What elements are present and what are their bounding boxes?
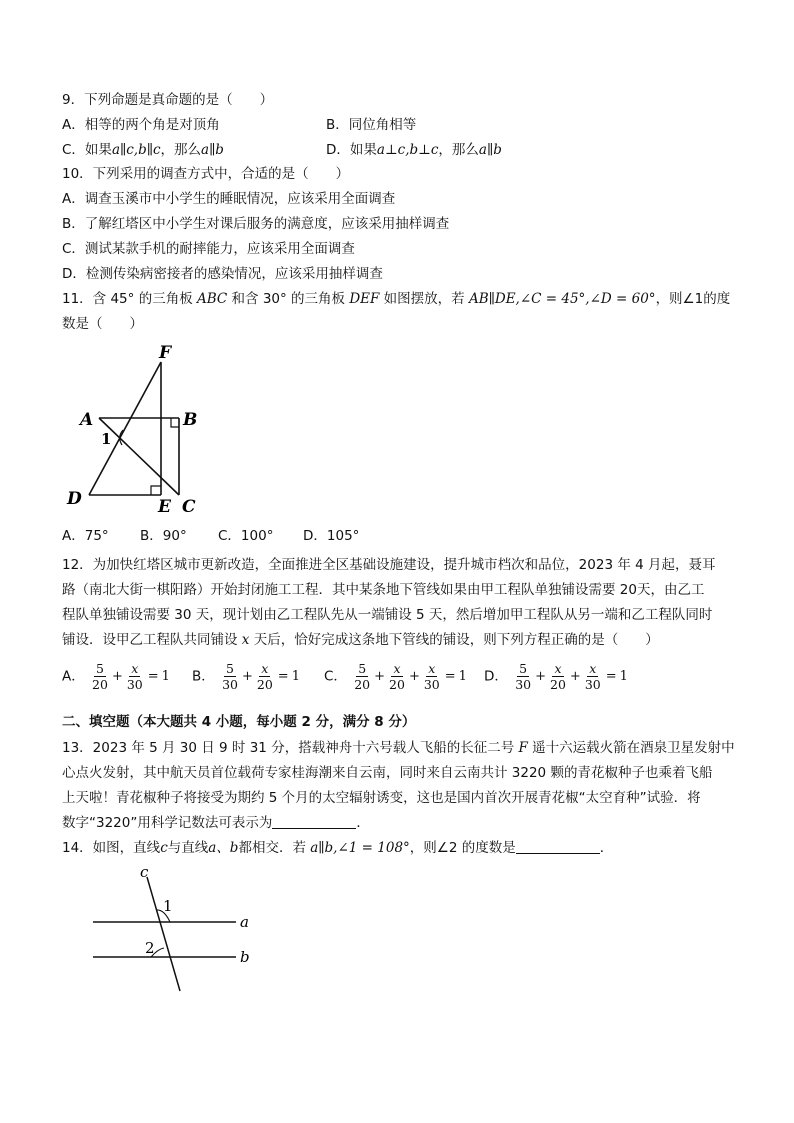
- q12-stem-line1: 12．为加快红塔区城市更新改造，全面推进全区基础设施建设，提升城市档次和品位，2023 年 4 月起，聂耳: [62, 557, 716, 573]
- q11-option-d: D．105°: [303, 528, 360, 544]
- q9-option-d-mid: ，那么: [438, 142, 479, 158]
- q13-letter-f: F: [518, 740, 528, 756]
- q9-option-c-math: a∥c,b∥c: [111, 142, 161, 158]
- triangle-side-fd: [89, 362, 161, 495]
- q14-condition: a∥b,∠1 = 108°: [310, 840, 410, 856]
- q10-stem: 10．下列采用的调查方式中，合适的是（ ）: [62, 166, 350, 182]
- fraction-denominator: 20: [389, 677, 405, 692]
- fraction-numerator: 5: [519, 661, 528, 676]
- q10-option-b: B．了解红塔区中小学生对课后服务的满意度，应该采用抽样调查: [62, 216, 450, 232]
- fraction-numerator: x: [428, 661, 436, 676]
- q9-option-c-prefix: C．如果: [62, 142, 112, 158]
- q13-stem-line4: [62, 813, 370, 833]
- q14-stem: [62, 838, 613, 858]
- q11-option-c: C．100°: [218, 528, 274, 544]
- q11-text-c: 如图摆放，若: [379, 291, 469, 307]
- q11-option-b: B．90°: [140, 528, 187, 544]
- fraction: [387, 661, 407, 692]
- q12-option-b: [192, 661, 301, 692]
- fraction: [220, 661, 240, 692]
- q13-answer-blank[interactable]: [272, 814, 356, 829]
- q9-option-d-math2: a∥b: [478, 142, 502, 158]
- q13-text-a: 13．2023 年 5 月 30 日 9 时 31 分，搭载神舟十六号载人飞船的长征二号: [62, 740, 519, 756]
- q13-text: 数字“3220”用科学记数法可表示为: [62, 815, 273, 831]
- q11-text-b: 和含 30° 的三角板: [227, 291, 350, 307]
- q11-condition: AB∥DE,∠C = 45°,∠D = 60°: [468, 291, 656, 307]
- label-a: a: [240, 913, 249, 931]
- q9-option-d-prefix: D．如果: [326, 142, 377, 158]
- label-b: B: [183, 410, 198, 430]
- line-c: [147, 877, 180, 991]
- label-f: F: [159, 345, 172, 363]
- fraction-denominator: 30: [423, 677, 440, 692]
- fraction-numerator: 5: [226, 661, 234, 676]
- q12-text-b: 天后，恰好完成这条地下管线的铺设，则下列方程正确的是（ ）: [249, 632, 659, 648]
- q14-text-b: 与直线: [167, 840, 209, 856]
- fraction-denominator: 20: [92, 677, 108, 692]
- q11-text-d: ，则∠1的度: [655, 291, 731, 307]
- fraction-numerator: x: [131, 661, 139, 676]
- equals-sign: =: [147, 668, 159, 684]
- q11-triangle-figure: [62, 345, 242, 517]
- q12-option-a: [62, 661, 171, 692]
- plus-sign: +: [569, 668, 581, 684]
- fraction: [125, 661, 145, 692]
- fraction: [422, 661, 442, 692]
- plus-sign: +: [374, 668, 386, 684]
- fraction: [513, 661, 533, 692]
- fraction-denominator: 20: [256, 677, 273, 692]
- q9-stem: 9．下列命题是真命题的是（ ）: [62, 92, 274, 108]
- q11-text-a: 11．含 45° 的三角板: [62, 291, 197, 307]
- q12-var-x: x: [241, 632, 250, 648]
- fraction: [255, 661, 275, 692]
- q11-stem-line2: 数是（ ）: [62, 316, 143, 332]
- q12-option-d-label: D．: [484, 668, 508, 685]
- q13-stem-line2: 心点火发射，其中航天员首位载荷专家桂海潮来自云南，同时来自云南共计 3220 颗的青花椒种子也乘着飞船: [62, 765, 713, 781]
- label-angle-1: 1: [163, 897, 173, 915]
- plus-sign: +: [241, 668, 253, 684]
- plus-sign: +: [535, 668, 547, 684]
- q14-text-e: ，则∠2 的度数是: [409, 840, 516, 856]
- fraction-numerator: x: [589, 661, 597, 676]
- q12-stem-line2: 路（南北大街一棋阳路）开始封闭施工工程．其中某条地下管线如果由甲工程队单独铺设需要 20天，由乙工: [62, 582, 705, 598]
- q9-option-d: [326, 140, 502, 160]
- q11-def: DEF: [349, 291, 380, 307]
- fraction-denominator: 30: [584, 677, 601, 692]
- fraction-denominator: 20: [354, 677, 371, 692]
- equals-sign: =: [605, 668, 617, 684]
- label-angle-2: 2: [145, 939, 155, 957]
- fraction-numerator: x: [261, 661, 269, 676]
- rhs-value: 1: [619, 668, 628, 684]
- q14-end-punct: ．: [599, 840, 614, 856]
- q12-option-c-label: C．: [324, 668, 347, 685]
- label-e: E: [158, 497, 171, 517]
- q11-abc: ABC: [196, 291, 228, 307]
- fraction: [90, 661, 110, 692]
- q12-option-b-label: B．: [192, 668, 215, 685]
- fraction-denominator: 30: [126, 677, 143, 692]
- q10-option-a: A．调查玉溪市中小学生的睡眠情况，应该采用全面调查: [62, 191, 396, 207]
- q14-text-d: 都相交．若: [238, 840, 311, 856]
- q12-option-c: [324, 661, 468, 692]
- label-c: c: [140, 865, 149, 881]
- q9-option-a: A．相等的两个角是对顶角: [62, 117, 220, 133]
- label-d: D: [67, 489, 82, 509]
- q10-option-c: C．测试某款手机的耐摔能力，应该采用全面调查: [62, 241, 355, 257]
- q14-answer-blank[interactable]: [516, 839, 600, 854]
- fraction: [352, 661, 372, 692]
- q13-stem-line3: 上天啦！青花椒种子将接受为期约 5 个月的太空辐射诱变，这也是国内首次开展青花椒“太空育种”试验．将: [62, 790, 701, 806]
- label-angle-1: 1: [101, 430, 112, 448]
- q13-stem-line1: [62, 738, 735, 758]
- right-angle-mark-e: [151, 486, 161, 495]
- fraction-numerator: x: [554, 661, 562, 676]
- q9-option-d-math: a⊥c,b⊥c: [376, 142, 439, 158]
- fraction-numerator: 5: [96, 661, 104, 676]
- q12-text-a: 铺设．设甲乙工程队共同铺设: [62, 632, 242, 648]
- q9-option-c-mid: ，那么: [160, 142, 202, 158]
- q12-stem-line4: [62, 630, 659, 650]
- fraction: [548, 661, 568, 692]
- right-angle-mark-b: [171, 418, 179, 427]
- q9-option-b: B．同位角相等: [326, 117, 417, 133]
- q12-option-a-label: A．: [62, 668, 85, 685]
- q14-var-c: c: [160, 840, 168, 856]
- fraction-numerator: x: [393, 661, 401, 676]
- fraction-denominator: 20: [550, 677, 566, 692]
- label-a: A: [80, 410, 94, 430]
- fraction: [583, 661, 603, 692]
- fraction-numerator: 5: [358, 661, 367, 676]
- section-heading-fill-in: 二、填空题（本大题共 4 小题，每小题 2 分，满分 8 分）: [62, 714, 416, 730]
- label-c: C: [182, 497, 196, 517]
- fraction-denominator: 30: [515, 677, 532, 692]
- q9-option-c-math2: a∥b: [201, 142, 224, 158]
- rhs-value: 1: [291, 668, 300, 684]
- q14-text-a: 14．如图，直线: [62, 840, 161, 856]
- q13-text-b: 遥十六运载火箭在酒泉卫星发射中: [527, 740, 735, 756]
- q11-stem-line1: [62, 289, 730, 309]
- equals-sign: =: [277, 668, 289, 684]
- fraction-denominator: 30: [222, 677, 238, 692]
- label-b: b: [240, 948, 250, 966]
- q11-option-a: A．75°: [62, 528, 109, 544]
- rhs-value: 1: [161, 668, 170, 684]
- rhs-value: 1: [458, 668, 467, 684]
- q10-option-d: D．检测传染病密接者的感染情况，应该采用抽样调查: [62, 266, 383, 282]
- equals-sign: =: [444, 668, 456, 684]
- q9-option-c: [62, 140, 224, 160]
- q14-parallel-lines-figure: [62, 865, 282, 1000]
- plus-sign: +: [111, 668, 123, 684]
- q13-end-punct: ．: [356, 815, 370, 831]
- q14-var-ab: a、b: [208, 840, 239, 856]
- q12-stem-line3: 程队单独铺设需要 30 天，现计划由乙工程队先从一端铺设 5 天，然后增加甲工程队从另一端和乙工程队同时: [62, 607, 713, 623]
- q12-option-d: [484, 661, 629, 692]
- plus-sign: +: [408, 668, 420, 684]
